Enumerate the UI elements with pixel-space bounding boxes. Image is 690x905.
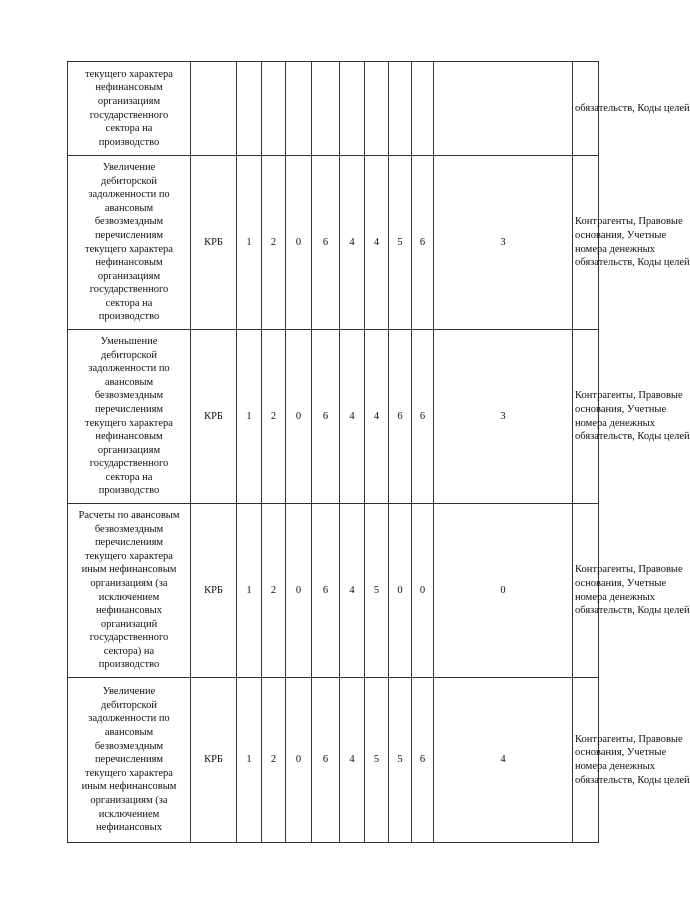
account-digit-cell	[312, 62, 340, 156]
registers-line: Контрагенты, Правовые	[575, 216, 683, 228]
account-digit-cell: 1	[237, 678, 262, 843]
account-name-line: перечислениям	[94, 537, 164, 549]
account-name-line: сектора на	[105, 297, 153, 309]
account-digit-cell: 0	[412, 504, 434, 678]
registers-line: основания, Учетные	[575, 747, 667, 759]
table-row	[68, 156, 599, 330]
account-name-cell	[68, 156, 191, 330]
account-digit-cell: 6	[312, 504, 340, 678]
account-name-line: Увеличение	[102, 161, 156, 173]
account-name-line: текущего характера	[85, 68, 173, 80]
table-body	[68, 62, 690, 843]
account-digit-cell: 5	[365, 678, 389, 843]
account-digit-cell: 5	[389, 156, 412, 330]
account-digit-cell: 0	[286, 678, 312, 843]
account-name-cell	[68, 504, 191, 678]
registers-line: номера денежных	[575, 761, 655, 772]
account-name-line: иным нефинансовым	[81, 564, 177, 576]
registers-line: номера денежных	[575, 591, 655, 603]
account-name-line: нефинансовым	[95, 257, 163, 269]
account-digit-cell	[412, 62, 434, 156]
account-digit-cell: 6	[389, 330, 412, 504]
account-digit-cell: 6	[412, 156, 434, 330]
analytics-registers-cell	[573, 330, 690, 504]
account-digit-cell: 2	[262, 156, 286, 330]
account-digit-cell	[340, 62, 365, 156]
account-name-line: безвозмездным	[94, 216, 164, 228]
account-name-line: Увеличение	[102, 686, 156, 698]
registers-line: Контрагенты, Правовые	[575, 564, 683, 576]
account-digit-cell: 6	[312, 330, 340, 504]
account-name-cell	[68, 678, 191, 843]
account-digit-cell: 3	[434, 330, 573, 504]
account-name-line: дебиторской	[100, 699, 157, 711]
account-name-line: задолженности по	[88, 363, 170, 375]
account-digit-cell: 4	[365, 330, 389, 504]
table-row	[68, 504, 599, 678]
account-digit-cell: 0	[389, 504, 412, 678]
analytics-registers-cell	[573, 504, 690, 678]
account-digit-cell: 6	[312, 156, 340, 330]
registers-line: обязательств, Коды целей	[575, 605, 690, 617]
account-name-line: организациям (за	[90, 577, 168, 589]
account-name-line: государственного	[89, 632, 169, 644]
account-name-cell	[68, 62, 191, 156]
registers-line: обязательств, Коды целей	[575, 257, 690, 269]
table-row	[68, 62, 599, 156]
account-digit-cell	[237, 62, 262, 156]
registers-line: основания, Учетные	[575, 577, 667, 589]
account-name-line: сектора) на	[103, 645, 155, 657]
account-digit-cell: 1	[237, 156, 262, 330]
registers-line: номера денежных	[575, 417, 655, 429]
account-name-line: организациям	[97, 270, 161, 282]
registers-line: обязательств, Коды целей	[575, 431, 690, 443]
table-row	[68, 330, 599, 504]
account-digit-cell: 1	[237, 504, 262, 678]
account-name-line: Расчеты по авансовым	[78, 509, 180, 521]
account-digit-cell: 4	[434, 678, 573, 843]
account-name-line: текущего характера	[85, 550, 173, 562]
registers-line: номера денежных	[575, 243, 655, 255]
account-digit-cell: 2	[262, 330, 286, 504]
account-digit-cell: 0	[286, 156, 312, 330]
account-name-line: государственного	[89, 284, 169, 296]
account-name-cell	[68, 330, 191, 504]
analytics-registers-cell	[573, 678, 690, 843]
account-digit-cell: 2	[262, 504, 286, 678]
journal-code-cell: КРБ	[191, 678, 237, 843]
account-name-line: перечислениям	[94, 403, 164, 415]
account-name-line: сектора на	[105, 471, 153, 483]
account-digit-cell	[286, 62, 312, 156]
account-name-line: дебиторской	[100, 175, 157, 187]
accounts-table	[67, 61, 690, 843]
account-name-line: государственного	[89, 109, 169, 121]
account-name-line: иным нефинансовым	[81, 781, 177, 793]
journal-code-cell: КРБ	[191, 504, 237, 678]
account-name-line: нефинансовых	[96, 605, 162, 617]
account-digit-cell: 4	[340, 156, 365, 330]
account-name-line: авансовым	[104, 202, 154, 214]
account-digit-cell: 5	[389, 678, 412, 843]
account-name-line: производство	[98, 311, 160, 323]
account-name-line: организациям	[97, 95, 161, 107]
account-digit-cell: 0	[286, 330, 312, 504]
account-name-line: сектора на	[105, 123, 153, 135]
account-name-line: дебиторской	[100, 349, 157, 361]
account-name-line: производство	[98, 136, 160, 148]
account-digit-cell: 3	[434, 156, 573, 330]
account-name-line: текущего характера	[85, 243, 173, 255]
account-digit-cell	[262, 62, 286, 156]
account-name-line: Уменьшение	[100, 335, 158, 347]
registers-line: Контрагенты, Правовые	[575, 733, 683, 745]
account-name-line: организациям	[97, 444, 161, 456]
account-digit-cell: 1	[237, 330, 262, 504]
account-name-line: безвозмездным	[94, 523, 164, 535]
journal-code-cell: КРБ	[191, 330, 237, 504]
account-digit-cell: 5	[365, 504, 389, 678]
registers-line: обязательств, Коды целей	[575, 774, 690, 786]
account-digit-cell: 6	[412, 330, 434, 504]
account-name-line: текущего характера	[85, 417, 173, 429]
account-name-line: государственного	[89, 458, 169, 470]
account-name-line: текущего характера	[85, 767, 173, 779]
account-digit-cell: 4	[340, 678, 365, 843]
account-name-line: безвозмездным	[94, 390, 164, 402]
account-digit-cell	[365, 62, 389, 156]
account-name-line: производство	[98, 485, 160, 497]
analytics-registers-cell	[573, 62, 690, 156]
account-digit-cell: 4	[340, 330, 365, 504]
registers-line: основания, Учетные	[575, 403, 667, 415]
account-digit-cell	[389, 62, 412, 156]
account-name-line: исключением	[98, 808, 160, 820]
account-digit-cell: 6	[312, 678, 340, 843]
account-name-line: организаций	[100, 618, 158, 630]
account-digit-cell: 4	[365, 156, 389, 330]
account-name-line: перечислениям	[94, 229, 164, 241]
account-name-line: задолженности по	[88, 189, 170, 201]
account-name-line: авансовым	[104, 727, 154, 739]
analytics-registers-cell	[573, 156, 690, 330]
journal-code-cell	[191, 62, 237, 156]
account-name-line: нефинансовым	[95, 82, 163, 94]
account-name-line: перечислениям	[94, 754, 164, 766]
account-name-line: задолженности по	[88, 713, 170, 725]
table-row	[68, 678, 599, 843]
account-name-line: безвозмездным	[94, 740, 164, 752]
account-digit-cell: 2	[262, 678, 286, 843]
account-digit-cell	[434, 62, 573, 156]
registers-line: основания, Учетные	[575, 229, 667, 241]
account-name-line: нефинансовым	[95, 431, 163, 443]
account-digit-cell: 0	[286, 504, 312, 678]
registers-line: обязательств, Коды целей	[575, 102, 690, 114]
account-name-line: авансовым	[104, 376, 154, 388]
journal-code-cell: КРБ	[191, 156, 237, 330]
account-name-line: исключением	[98, 591, 160, 603]
account-digit-cell: 0	[434, 504, 573, 678]
account-digit-cell: 6	[412, 678, 434, 843]
account-name-line: производство	[98, 659, 160, 671]
account-digit-cell: 4	[340, 504, 365, 678]
account-name-line: организациям (за	[90, 794, 168, 806]
account-name-line: нефинансовых	[96, 822, 162, 834]
registers-line: Контрагенты, Правовые	[575, 390, 683, 402]
